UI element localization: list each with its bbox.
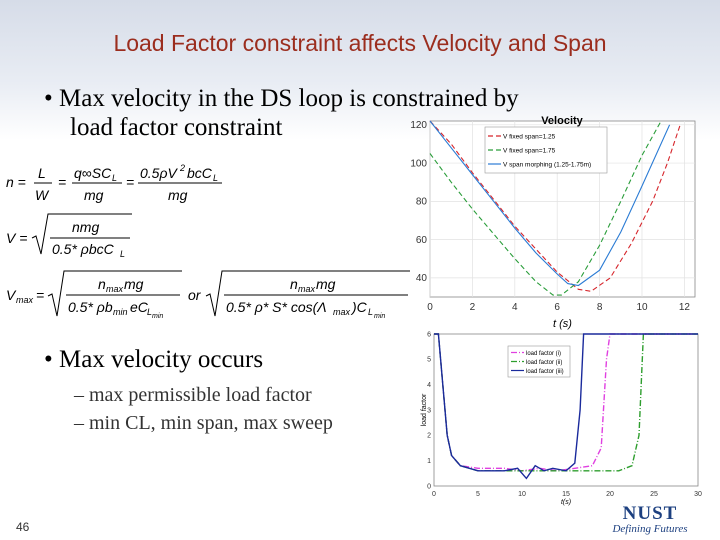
svg-text:L: L (120, 249, 126, 259)
x-tick-label: 0 (432, 491, 436, 498)
x-tick-label: 15 (562, 491, 570, 498)
y-tick-label: 40 (415, 273, 427, 285)
svg-text:0.5* ρbcC: 0.5* ρbcC (52, 241, 114, 257)
x-tick-label: 20 (606, 491, 614, 498)
svg-text:L: L (147, 307, 153, 317)
svg-text:L: L (112, 173, 118, 183)
legend-entry: V span morphing (1.25-1.75m) (503, 161, 592, 169)
legend-entry: V fixed span=1.25 (503, 133, 556, 141)
bullet-line-1: • Max velocity in the DS loop is constrained by (44, 85, 519, 112)
bullet-line-3: • Max velocity occurs (44, 346, 264, 373)
svg-text:max: max (16, 295, 34, 305)
svg-text:n =: n = (6, 174, 26, 190)
x-tick-label: 25 (650, 491, 658, 498)
svg-text:min: min (374, 313, 386, 320)
y-tick-label: 1 (427, 458, 431, 465)
legend-entry: load factor (ii) (526, 360, 563, 366)
bullet-line-2: load factor constraint (70, 114, 283, 141)
y-tick-label: 2 (427, 432, 431, 440)
nust-logo (595, 505, 705, 535)
x-axis-label: t(s) (560, 499, 572, 506)
load-factor-chart (418, 330, 708, 506)
svg-text:n: n (290, 276, 298, 292)
svg-text:2: 2 (180, 163, 186, 173)
y-tick-label: 80 (415, 196, 427, 208)
svg-text:L: L (213, 173, 219, 183)
x-tick-label: 10 (636, 302, 648, 313)
svg-text:V: V (6, 287, 16, 303)
y-tick-label: 0 (427, 483, 431, 491)
svg-text:0.5* ρ* S* cos(Λ: 0.5* ρ* S* cos(Λ (226, 299, 327, 315)
svg-text:L: L (38, 165, 46, 181)
svg-text:max: max (106, 284, 124, 294)
velocity-chart (405, 115, 705, 335)
svg-text:mg: mg (316, 276, 336, 292)
svg-text:=: = (126, 174, 135, 190)
x-tick-label: 0 (427, 302, 433, 313)
x-tick-label: 2 (469, 302, 476, 313)
y-tick-label: 6 (427, 331, 431, 339)
y-tick-label: 3 (427, 407, 431, 415)
x-tick-label: 4 (512, 302, 518, 313)
svg-text:nmg: nmg (72, 219, 100, 235)
sub-bullet-2: – min CL, min span, max sweep (74, 412, 333, 434)
svg-text:mg: mg (168, 187, 188, 203)
svg-text:or: or (188, 287, 201, 303)
legend-entry: load factor (i) (526, 351, 562, 357)
x-tick-label: 10 (518, 491, 526, 498)
y-tick-label: 4 (427, 382, 431, 389)
svg-text:bcC: bcC (187, 165, 212, 181)
svg-text:V =: V = (6, 230, 28, 246)
svg-text:0.5ρV: 0.5ρV (140, 165, 177, 181)
svg-text:min: min (113, 307, 128, 317)
x-tick-label: 5 (476, 491, 480, 498)
svg-text:mg: mg (84, 187, 104, 203)
slide-title: Load Factor constraint affects Velocity and Span (113, 30, 607, 56)
sub-bullet-1: – max permissible load factor (74, 384, 312, 406)
svg-text:W: W (35, 187, 49, 203)
equations (0, 150, 420, 330)
x-tick-label: 8 (596, 302, 603, 313)
svg-text:0.5* ρb: 0.5* ρb (68, 299, 113, 315)
slide-number: 46 (16, 520, 30, 534)
svg-text:mg: mg (124, 276, 144, 292)
x-tick-label: 12 (678, 302, 690, 313)
x-tick-label: 6 (554, 302, 560, 313)
y-tick-label: 120 (410, 120, 427, 132)
svg-text:q∞SC: q∞SC (74, 165, 112, 181)
svg-text:L: L (368, 307, 374, 317)
logo-tagline: Defining Futures (612, 523, 688, 535)
chart-title: Velocity (541, 115, 583, 127)
logo-text: NUST (622, 503, 678, 524)
legend-entry: V fixed span=1.75 (503, 147, 556, 155)
x-tick-label: 30 (694, 491, 702, 498)
svg-text:=: = (58, 174, 67, 190)
y-axis-label: load factor (421, 393, 428, 427)
legend-entry: load factor (iii) (526, 369, 564, 375)
svg-text:)C: )C (352, 299, 367, 315)
svg-text:eC: eC (130, 299, 148, 315)
y-tick-label: 100 (410, 158, 427, 170)
svg-text:min: min (152, 313, 164, 320)
svg-text:max: max (298, 284, 316, 294)
y-tick-label: 60 (415, 234, 427, 246)
svg-text:=: = (36, 287, 45, 303)
y-tick-label: 5 (427, 356, 431, 364)
x-axis-label: t (s) (553, 318, 572, 330)
svg-text:n: n (98, 276, 106, 292)
svg-text:max: max (333, 307, 351, 317)
